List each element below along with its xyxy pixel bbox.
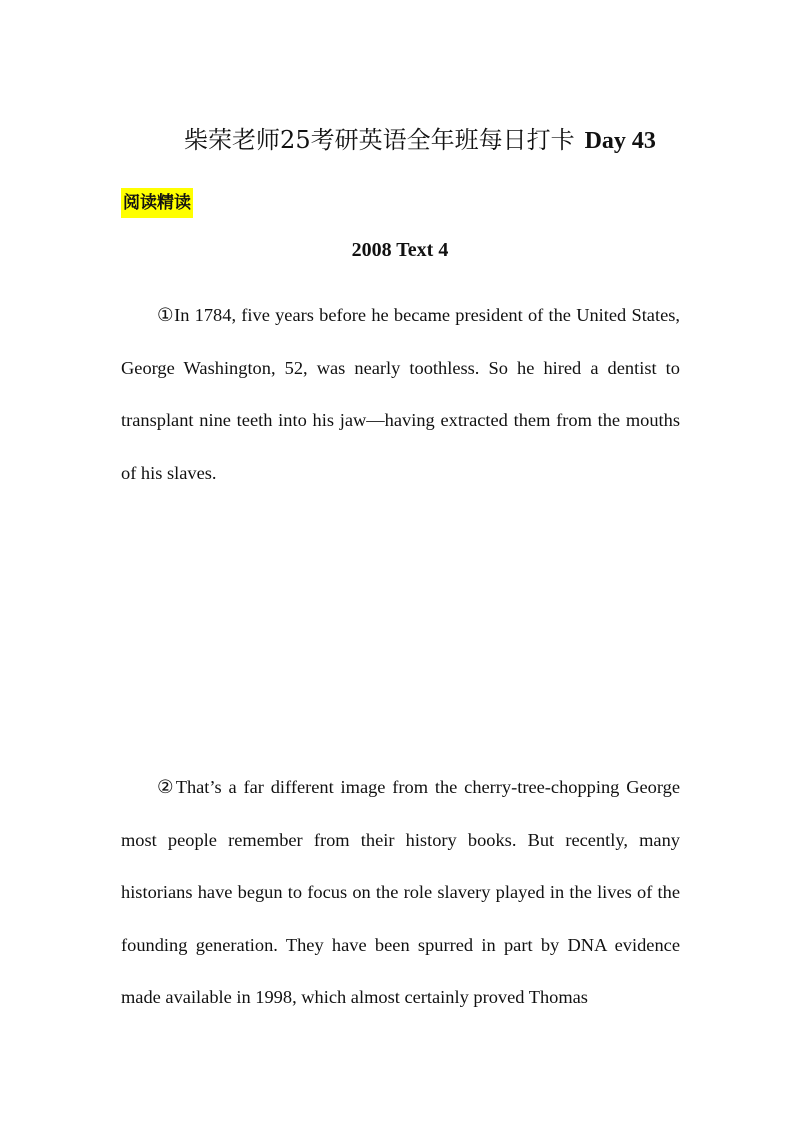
paragraph-2: ②That’s a far different image from the cherry-tree-chopping George most people remember from their history books. But recently, many historians have begun to focus on the role slavery played in the lives of the founding generation. They have been spurred in part by DNA evidence made available in 1998, which almost certainly proved Thomas	[121, 777, 680, 1008]
section-label-highlight: 阅读精读	[121, 188, 193, 218]
page-title	[0, 122, 800, 159]
page-title-day: Day 43	[584, 128, 656, 154]
page-title-chinese: 柴荣老师25考研英语全年班每日打卡	[184, 126, 575, 154]
text-heading: 2008 Text 4	[351, 239, 449, 261]
paragraph-1: ①In 1784, five years before he became president of the United States, George Washington, 52, was nearly toothless. So he hired a dentist to transplant nine teeth into his jaw—having extracted them from the mouths of his slaves.	[121, 305, 680, 483]
